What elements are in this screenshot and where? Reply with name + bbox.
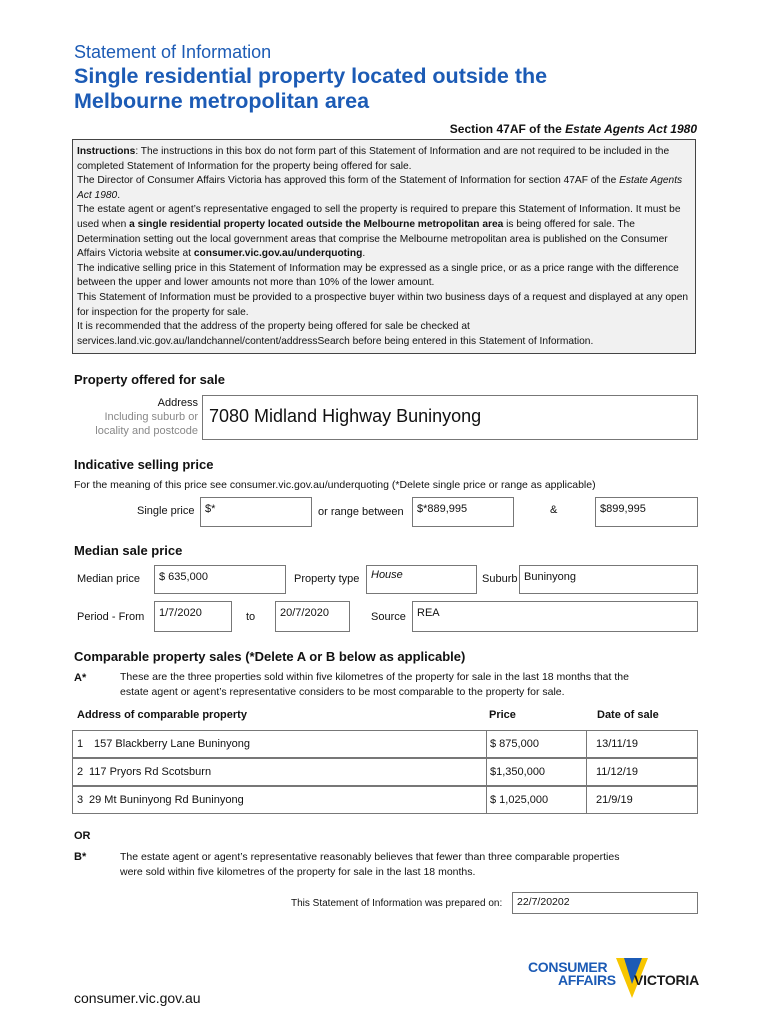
col-address-header: Address of comparable property: [77, 709, 247, 721]
median-heading: Median sale price: [74, 543, 183, 558]
period-to-label: to: [246, 611, 256, 623]
row-date: 11/12/19: [596, 766, 639, 778]
median-price-label: Median price: [77, 573, 140, 585]
instructions-p6: It is recommended that the address of the property being offered for sale be checked at services.land.vic.gov.au/landchannel/content/addressSearch before being entered in this Statement of Information.: [77, 321, 594, 347]
single-price-label: Single price: [137, 505, 195, 517]
logo-line-3: VICTORIA: [634, 972, 700, 988]
period-from-field[interactable]: 1/7/2020: [154, 601, 232, 632]
period-to-field[interactable]: 20/7/2020: [275, 601, 350, 632]
prepared-on-label: This Statement of Information was prepared on:: [291, 898, 503, 909]
footer-url[interactable]: consumer.vic.gov.au: [74, 990, 201, 1006]
row-price: $ 1,025,000: [490, 794, 549, 806]
suburb-field[interactable]: Buninyong: [519, 565, 698, 594]
suburb-label: Suburb: [482, 573, 518, 585]
address-hint-2: locality and postcode: [95, 425, 198, 437]
option-a-text-2: estate agent or agent’s representative considers to be most comparable to the property for sale.: [120, 686, 565, 698]
prepared-on-field[interactable]: 22/7/20202: [512, 892, 698, 914]
comparable-heading: Comparable property sales (*Delete A or B below as applicable): [74, 649, 466, 664]
row-price: $ 875,000: [490, 738, 539, 750]
title-line-2: Melbourne metropolitan area: [74, 89, 370, 113]
range-ampersand: &: [550, 504, 558, 516]
range-label: or range between: [318, 506, 404, 518]
instructions-p5: This Statement of Information must be provided to a prospective buyer within two business days of a request and displayed at any open for inspection for the property for sale.: [77, 291, 689, 318]
address-label: Address: [157, 397, 198, 409]
row-address: 29 Mt Buninyong Rd Buninyong: [89, 794, 244, 806]
logo-line-2: AFFAIRS: [558, 972, 616, 988]
section-prefix: Section 47AF of the: [449, 122, 566, 136]
row-number: 1: [77, 738, 84, 750]
table-row[interactable]: [72, 786, 698, 814]
document-title: [74, 64, 674, 114]
instructions-box: [72, 139, 696, 354]
single-price-field[interactable]: $*: [200, 497, 312, 527]
address-hint-1: Including suburb or: [104, 411, 198, 423]
range-high-field[interactable]: $899,995: [595, 497, 698, 527]
row-date: 13/11/19: [596, 738, 639, 750]
range-low-field[interactable]: $*889,995: [412, 497, 514, 527]
option-b-label: B*: [74, 851, 87, 863]
row-date: 21/9/19: [596, 794, 633, 806]
property-type-label: Property type: [294, 573, 360, 585]
table-row[interactable]: [72, 730, 698, 758]
property-heading: Property offered for sale: [74, 372, 225, 387]
source-field[interactable]: REA: [412, 601, 698, 632]
section-act: Estate Agents Act 1980: [565, 122, 697, 136]
section-reference: [450, 122, 697, 136]
row-number: 3: [77, 794, 84, 806]
row-number: 2: [77, 766, 84, 778]
option-a-text-1: These are the three properties sold within five kilometres of the property for sale in the last 18 months that the: [120, 671, 629, 683]
indicative-note: For the meaning of this price see consumer.vic.gov.au/underquoting (*Delete single price or range as applicable): [74, 479, 596, 491]
period-from-label: Period - From: [77, 611, 145, 623]
instructions-p1: Instructions: The instructions in this box do not form part of this Statement of Information and are not required to be included in the completed Statement of Information for the property being offered for sale.: [77, 146, 670, 172]
document-subtitle: Statement of Information: [74, 42, 272, 62]
address-field[interactable]: 7080 Midland Highway Buninyong: [202, 395, 698, 440]
row-price: $1,350,000: [490, 766, 546, 778]
or-label: OR: [74, 830, 91, 842]
instructions-p3: The estate agent or agent’s representative engaged to sell the property is required to prepare this Statement of Information. It must be used when a single residential property located outside the Melbourne metropolitan area is being offered for sale. The Determination setting out the local government areas that comprise the Melbourne metropolitan area is published on the Consumer Affairs Victoria website at consumer.vic.gov.au/underquoting.: [77, 204, 681, 260]
option-a-label: A*: [74, 672, 87, 684]
source-label: Source: [371, 611, 406, 623]
title-line-1: Single residential property located outside the: [74, 64, 548, 88]
col-date-header: Date of sale: [597, 709, 659, 721]
instructions-p2: The Director of Consumer Affairs Victoria has approved this form of the Statement of Information for section 47AF of the Estate Agents Act 1980.: [77, 175, 683, 201]
property-type-field[interactable]: House: [366, 565, 477, 594]
underquoting-link[interactable]: consumer.vic.gov.au/underquoting: [193, 248, 363, 260]
median-price-field[interactable]: $ 635,000: [154, 565, 286, 594]
logo-line-1: CONSUMER: [528, 959, 608, 975]
col-price-header: Price: [489, 709, 516, 721]
indicative-heading: Indicative selling price: [74, 457, 214, 472]
option-b-text-1: The estate agent or agent’s representative reasonably believes that fewer than three comparable properties: [120, 851, 620, 863]
option-b-text-2: were sold within five kilometres of the property for sale in the last 18 months.: [120, 866, 476, 878]
row-address: 157 Blackberry Lane Buninyong: [94, 738, 250, 750]
instructions-p4: The indicative selling price in this Statement of Information may be expressed as a single price, or as a price range with the difference between the upper and lower amounts not more than 10% of the lower amount.: [77, 262, 679, 289]
consumer-affairs-victoria-logo: [528, 958, 703, 1006]
table-row[interactable]: [72, 758, 698, 786]
row-address: 117 Pryors Rd Scotsburn: [89, 766, 212, 778]
